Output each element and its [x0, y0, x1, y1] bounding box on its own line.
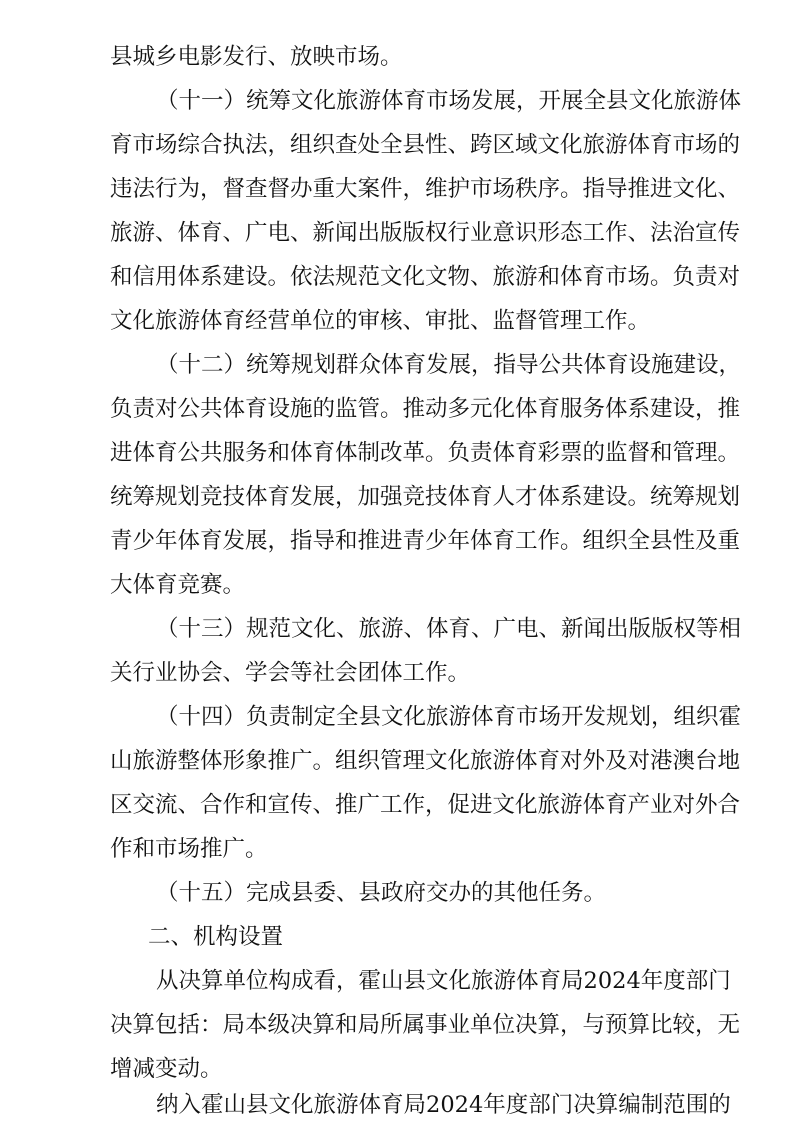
section-heading: 二、机构设置	[148, 924, 284, 950]
text-line: 大体育竞赛。	[110, 572, 246, 598]
text-line: 进体育公共服务和体育体制改革。负责体育彩票的监督和管理。	[110, 440, 741, 466]
text-line: 旅游、体育、广电、新闻出版版权行业意识形态工作、法治宣传	[110, 220, 741, 246]
text-line: （十五）完成县委、县政府交办的其他任务。	[156, 880, 607, 906]
text-line: 负责对公共体育设施的监管。推动多元化体育服务体系建设，推	[110, 396, 741, 422]
text-line: （十二）统筹规划群众体育发展，指导公共体育设施建设，	[156, 352, 742, 378]
text-line: 从决算单位构成看，霍山县文化旅游体育局2024年度部门	[156, 968, 731, 994]
text-line: 纳入霍山县文化旅游体育局2024年度部门决算编制范围的	[156, 1092, 731, 1118]
text-line: 青少年体育发展，指导和推进青少年体育工作。组织全县性及重	[110, 528, 741, 554]
text-line: （十四）负责制定全县文化旅游体育市场开发规划，组织霍	[156, 704, 742, 730]
text-line: 文化旅游体育经营单位的审核、审批、监督管理工作。	[110, 308, 651, 334]
text-line: 和信用体系建设。依法规范文化文物、旅游和体育市场。负责对	[110, 264, 741, 290]
text-line: 山旅游整体形象推广。组织管理文化旅游体育对外及对港澳台地	[110, 748, 741, 774]
text-line: （十一）统筹文化旅游体育市场发展，开展全县文化旅游体	[156, 88, 742, 114]
text-line: 区交流、合作和宣传、推广工作，促进文化旅游体育产业对外合	[110, 792, 741, 818]
text-line: （十三）规范文化、旅游、体育、广电、新闻出版版权等相	[156, 616, 742, 642]
text-line: 关行业协会、学会等社会团体工作。	[110, 660, 471, 686]
text-line: 决算包括：局本级决算和局所属事业单位决算，与预算比较，无	[110, 1012, 741, 1038]
text-line: 违法行为，督查督办重大案件，维护市场秩序。指导推进文化、	[110, 176, 741, 202]
text-line: 县城乡电影发行、放映市场。	[110, 44, 403, 70]
text-line: 统筹规划竞技体育发展，加强竞技体育人才体系建设。统筹规划	[110, 484, 741, 510]
text-line: 育市场综合执法，组织查处全县性、跨区域文化旅游体育市场的	[110, 132, 741, 158]
text-line: 作和市场推广。	[110, 836, 268, 862]
text-line: 增减变动。	[110, 1056, 223, 1082]
